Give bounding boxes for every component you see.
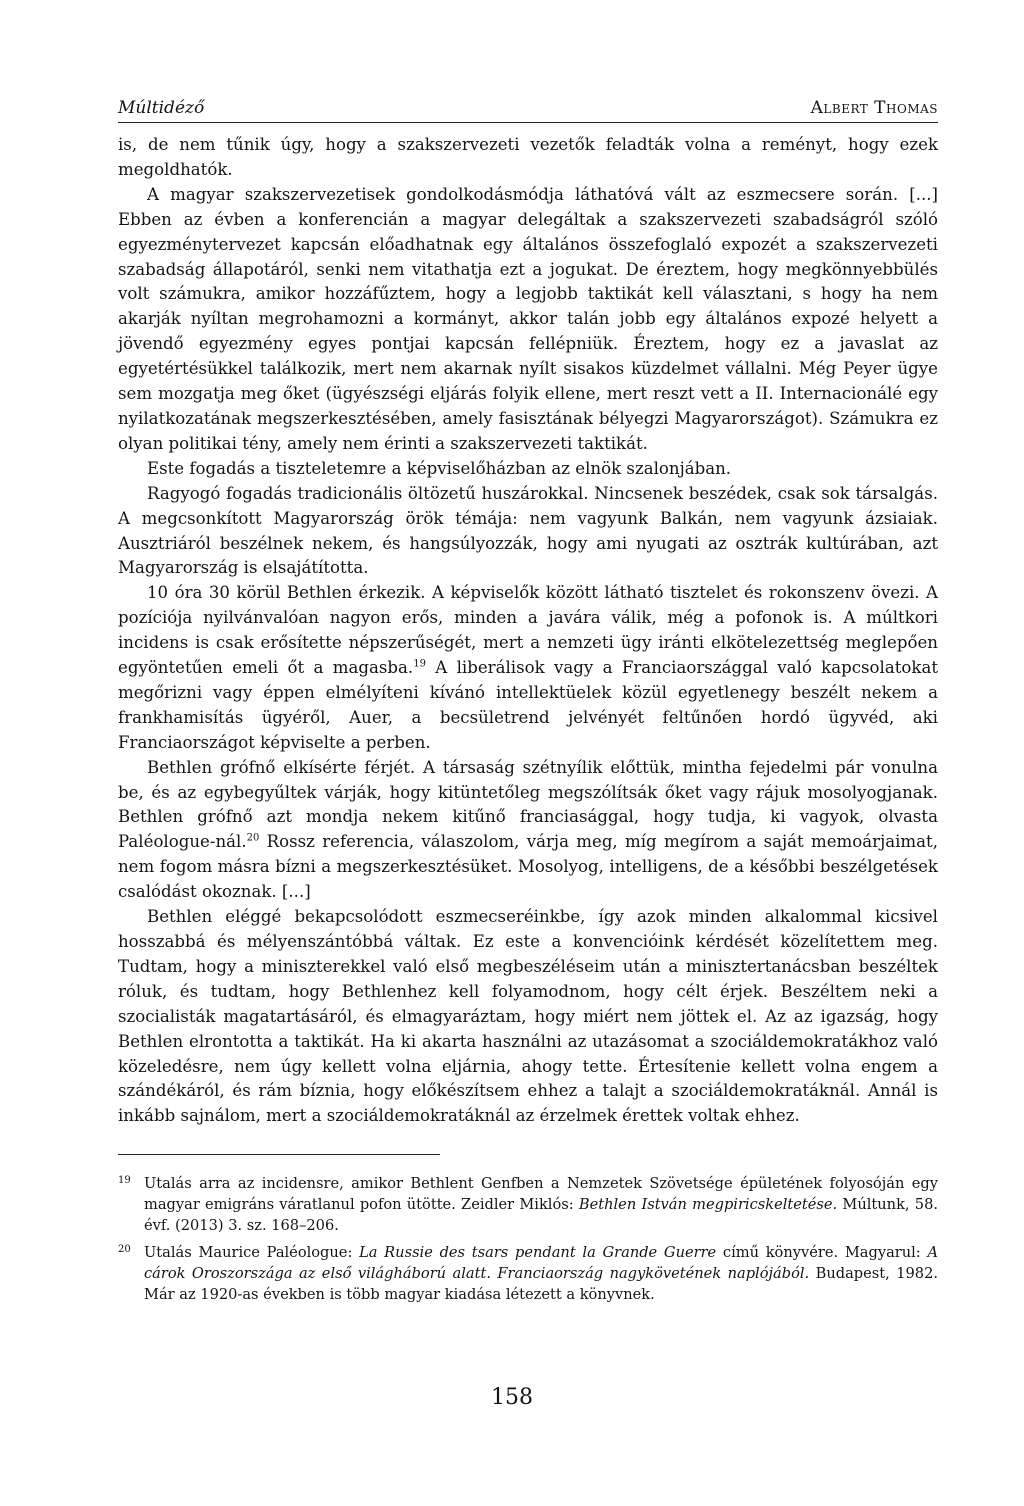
text-run: is, de nem tűnik úgy, hogy a szakszervezeti vezetők feladták volna a reményt, hogy ezek megoldhatók. [118,135,938,179]
paragraph [118,581,938,755]
text-run: Este fogadás a tiszteletemre a képviselőházban az elnök szalonjában. [147,458,732,478]
paragraph [118,756,938,905]
footnotes [118,1173,938,1305]
footnote-text [144,1173,938,1236]
text-run: Múltunk, 58. évf. (2013) 3. sz. 168–206. [144,1196,938,1235]
text-run: című könyvére. Magyarul: [716,1244,928,1262]
text-run: Rossz referencia, válaszolom, várja meg, míg megírom a saját memoárjaimat, nem fogom másra bízni a megszerkesztésüket. Mosolyog, intelligens, de a későbbi beszélgetések csalódást okoznak. [...] [118,832,938,902]
paragraph [118,183,938,457]
text-run: Utalás Maurice Paléologue: [144,1244,360,1262]
document-page [118,88,938,1311]
footnote [118,1173,938,1236]
footnote [118,1242,938,1305]
italic-title: A cárok Oroszországa az első világháború alatt. Franciaország nagykövetének naplójából. [144,1244,938,1283]
paragraph [118,457,938,482]
body-text [118,133,938,1129]
header-article-author: Albert Thomas [810,98,938,118]
page-number: 158 [491,1385,533,1410]
text-run: Budapest, 1982. Már az 1920-as években is több magyar kiadása létezett a könyvnek. [144,1265,938,1304]
paragraph [118,482,938,582]
paragraph [118,133,938,183]
footnote-number: 20 [118,1244,131,1256]
italic-title: Bethlen István megpiricskeltetése. [578,1196,838,1214]
text-run: Bethlen eléggé bekapcsolódott eszmecseréinkbe, így azok minden alkalommal kicsivel hosszabbá és mélyenszántóbbá váltak. Ez este a konvencióink kérdését közelítettem meg. Tudtam, hogy a miniszterekkel való első megbeszéléseim után a minisztertanácsban beszéltek róluk, és tudtam, hogy Bethlenhez kell folyamodnom, hogy célt érjek. Beszéltem neki a szocialisták magatartásáról, és elmagyaráztam, hogy miért nem jöttek el. Az az igazság, hogy Bethlen elrontotta a taktikát. Ha ki akarta használni az utazásomat a szociáldemokratákhoz való közeledésre, nem úgy kellett volna eljárnia, ahogy tette. Értesítenie kellett volna engem a szándékáról, és rám bíznia, hogy előkészítsem ehhez a talajt a szociáldemokratáknál. Annál is inkább sajnálom, mert a szociáldemokratáknál az érzelmek érettek voltak ehhez. [118,907,938,1126]
text-run: 10 óra 30 körül Bethlen érkezik. A képviselők között látható tisztelet és rokonszenv övezi. A pozíciója nyilvánvalóan nagyon erős, minden a javára válik, még a pofonok is. A múltkori incidens is csak erősítette népszerűségét, mert a nemzeti ügy iránti elkötelezettség meglepően egyöntetűen emeli őt a magasba. [118,583,938,678]
footnote-separator [118,1154,440,1155]
text-run: Bethlen grófnő elkísérte férjét. A társaság szétnyílik előttük, mintha fejedelmi pár vonulna be, és az egybegyűltek várják, hogy kitüntetőleg megszólítsák őket vagy rájuk mosolyogjanak. Bethlen grófnő azt mondja nekem kitűnő franciasággal, hogy tudja, ki vagyok, olvasta Paléologue-nál. [118,757,938,852]
footnote-number: 19 [118,1175,131,1187]
text-run: Ragyogó fogadás tradicionális öltözetű huszárokkal. Nincsenek beszédek, csak sok társalgás. A megcsonkított Magyarország örök témája: nem vagyunk Balkán, nem vagyunk ázsiaiak. Ausztriáról beszélnek nekem, és hangsúlyozzák, hogy ami nyugati az osztrák kultúrában, azt Magyarország is elsajátította. [118,483,938,578]
italic-title: La Russie des tsars pendant la Grande Guerre [359,1244,717,1262]
header-journal-title: Múltidéző [118,98,205,118]
text-run: A liberálisok vagy a Franciaországgal való kapcsolatokat megőrizni vagy éppen elmélyíteni kívánó intellektüelek közül egyetlenegy beszélt nekem a frankhamisítás ügyéről, Auer, a becsületrend jelvényét feltűnően hordó ügyvéd, aki Franciaországot képviselte a perben. [118,658,938,752]
text-run: Utalás arra az incidensre, amikor Bethlent Genfben a Nemzetek Szövetsége épületének folyosóján egy magyar emigráns váratlanul pofon ütötte. Zeidler Miklós: [144,1175,938,1214]
footnote-ref: 20 [246,832,260,844]
running-header [118,88,938,123]
footnote-text [144,1242,938,1305]
text-run: A magyar szakszervezetisek gondolkodásmódja láthatóvá vált az eszmecsere során. [...] Ebben az évben a konferencián a magyar delegáltak a szakszervezeti szabadságról szóló egyezménytervezet kapcsán előadhatnak egy általános összefoglaló expozét a szakszervezeti szabadság állapotáról, senki nem vitathatja ezt a jogukat. De éreztem, hogy megkönnyebbülés volt számukra, amikor hozzáfűztem, hogy a legjobb taktikát kell választani, s hogy ha nem akarják nyíltan megrohamozni a kormányt, akkor talán jobb egy általános expozé helyett a jövendő egyezmény egyes pontjai kapcsán fellépniük. Éreztem, hogy ez a javaslat az egyetértésükkel találkozik, mert nem akarnak nyílt sisakos küzdelmet vállalni. Még Peyer ügye sem mozgatja meg őket (ügyészségi eljárás folyik ellene, mert reszt vett a II. Internacionálé egy nyilatkozatának megszerkesztésében, amely fasisztának bélyegzi Magyarországot). Számukra ez olyan politikai tény, amely nem érinti a szakszervezeti taktikát. [118,184,938,453]
paragraph [118,905,938,1129]
footnote-ref: 19 [413,658,426,670]
